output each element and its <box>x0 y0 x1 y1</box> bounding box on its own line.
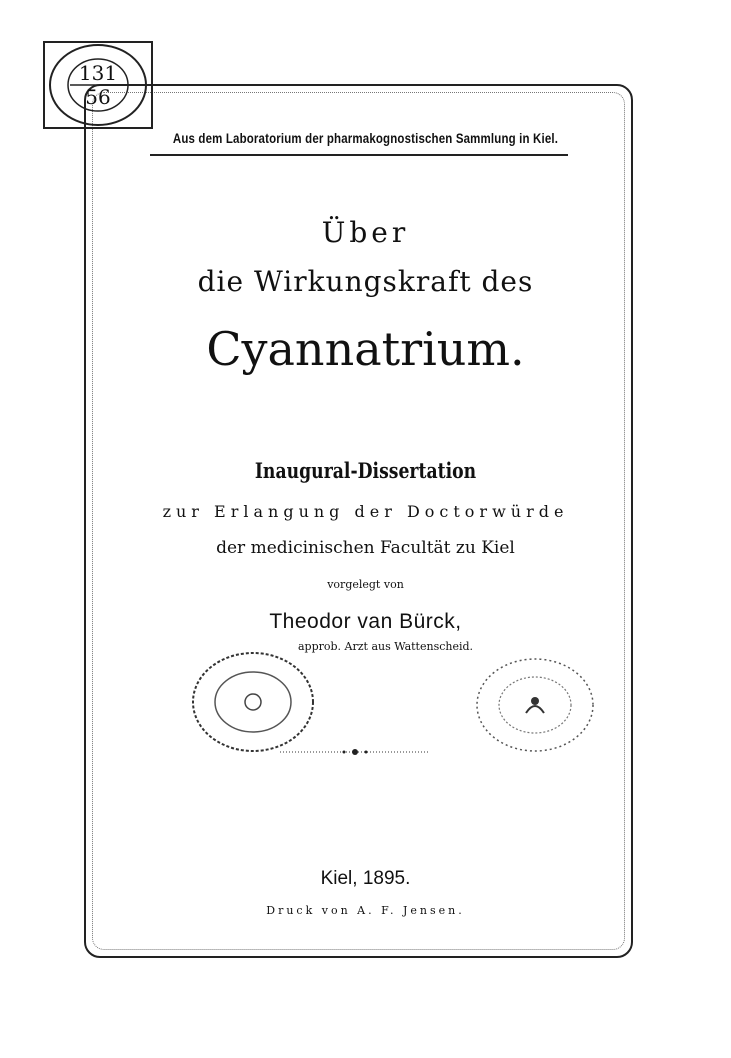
author-name: Theodor van Bürck, <box>269 610 462 633</box>
title-main: Cyannatrium. <box>206 322 525 376</box>
stamp-number-2: 56 <box>85 85 111 109</box>
library-stamp-icon <box>42 40 154 130</box>
ornamental-divider-icon <box>280 748 430 756</box>
stamp-number-1: 131 <box>78 61 118 85</box>
laboratory-header: Aus dem Laboratorium der pharmakognostischen Sammlung in Kiel. <box>172 130 559 146</box>
title-line-2: die Wirkungskraft des <box>197 265 534 298</box>
dissertation-heading: Inaugural-Dissertation <box>254 458 477 483</box>
library-seal-icon <box>474 655 596 755</box>
presented-by: vorgelegt von <box>327 578 404 591</box>
author-credential: approb. Arzt aus Wattenscheid. <box>297 640 474 653</box>
header-band <box>150 130 568 156</box>
dissertation-faculty: der medicinischen Facultät zu Kiel <box>216 538 515 558</box>
title-line-1: Über <box>321 216 410 249</box>
place-year: Kiel, 1895. <box>320 868 411 889</box>
printer-line: Druck von A. F. Jensen. <box>266 904 465 917</box>
dissertation-purpose: zur Erlangung der Doctorwürde <box>162 502 569 521</box>
academy-stamp-icon <box>190 650 316 754</box>
